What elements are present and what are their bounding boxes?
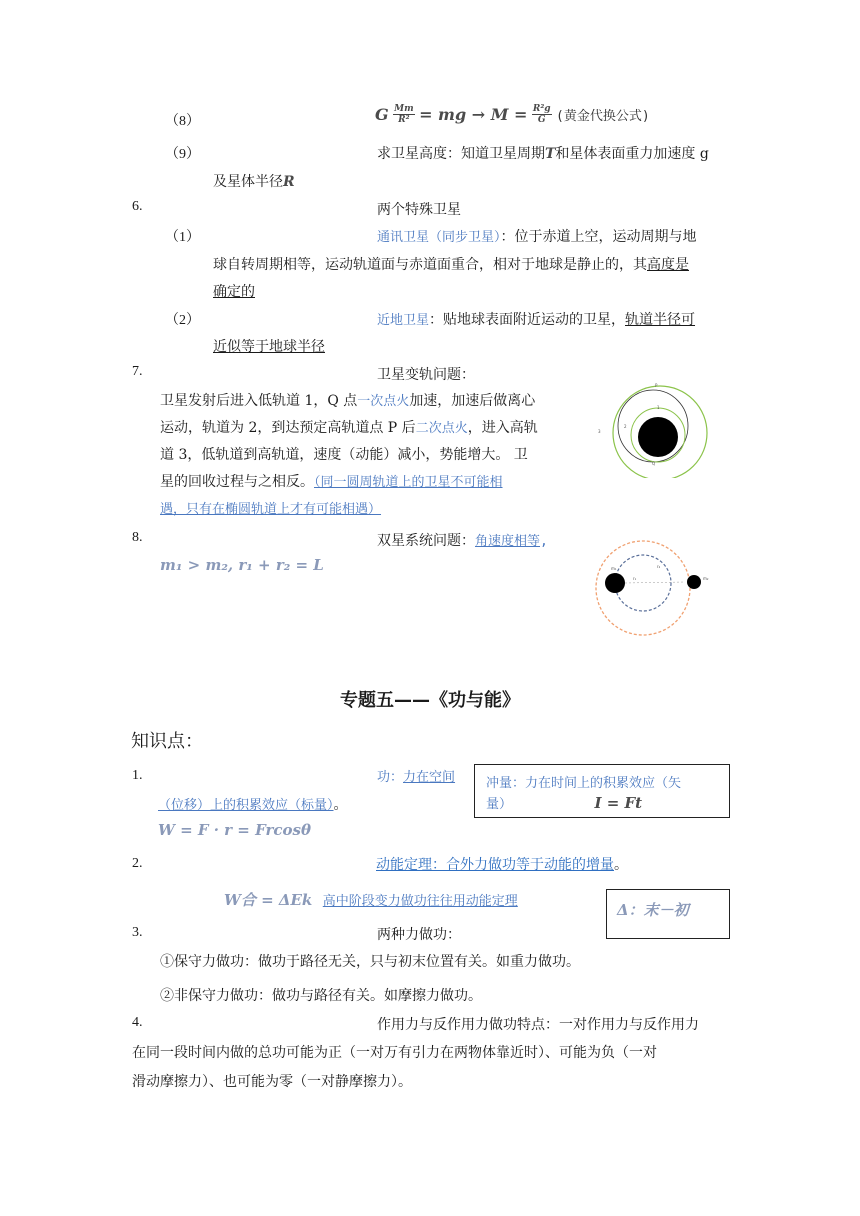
item-9-text-a: 求卫星高度：知道卫星周期 — [377, 146, 545, 162]
item-9-line1 — [377, 143, 709, 163]
work-label: 功： — [377, 770, 404, 785]
kinetic-energy-formula: W合 = ΔEk — [224, 891, 313, 909]
point-4-line3: 滑动摩擦力）、也可能为零（一对静摩擦力）。 — [132, 1074, 412, 1090]
work-def-part2: （位移）上的积累效应（标量） — [158, 798, 334, 813]
fraction-r2g-g — [532, 104, 552, 125]
section-8-title: 双星系统问题： — [377, 533, 475, 549]
item-6-2-line1 — [377, 309, 695, 329]
golden-substitution-formula — [375, 104, 650, 134]
section-7-line1 — [160, 390, 535, 410]
formula-g: G — [375, 105, 389, 124]
section-6-title: 两个特殊卫星 — [377, 202, 461, 218]
section-7-line3: 道 3，低轨道到高轨道，速度（动能）减小，势能增大。 卫 — [160, 447, 528, 463]
item-6-1-line3: 确定的 — [213, 284, 255, 300]
point-4-line2: 在同一段时间内做的总功可能为正（一对万有引力在两物体靠近时）、可能为负（一对 — [132, 1045, 657, 1061]
section-7-title: 卫星变轨问题： — [377, 367, 475, 383]
s7-l2a: 运动，轨道为 2，到达预定高轨道点 P 后 — [160, 420, 416, 436]
star-m1 — [605, 573, 625, 593]
label-m2: m₂ — [703, 576, 709, 581]
fraction-denominator: R² — [398, 115, 410, 125]
item-8-number: （8） — [165, 114, 200, 129]
section-6-number: 6. — [132, 199, 143, 214]
item-6-1-line2-text: 球自转周期相等，运动轨道面与赤道面重合，相对于地球是静止的，其 — [213, 257, 647, 273]
kinetic-energy-theorem: 动能定理：合外力做功等于动能的增量 — [376, 857, 614, 873]
impulse-box — [474, 764, 730, 818]
point-1-line1 — [377, 766, 455, 785]
fraction-mm-r2 — [393, 104, 415, 125]
s7-l2c: ，进入高轨 — [467, 420, 538, 436]
point-3-title: 两种力做功： — [377, 927, 461, 943]
item-9-text-b: 和星体表面重力加速度 g — [555, 146, 709, 162]
s7-note-a: （同一圆周轨道上的卫星不可能相 — [314, 475, 503, 490]
same-angular-velocity: 角速度相等 — [475, 534, 541, 549]
label-2: 2 — [624, 424, 627, 429]
orbit-transfer-diagram — [590, 378, 715, 478]
work-def-part1: 力在空间 — [403, 770, 456, 785]
label-m1: m₁ — [611, 566, 617, 571]
second-ignition: 二次点火 — [415, 421, 468, 436]
s7-l4a: 星的回收过程与之相反。 — [160, 474, 314, 490]
star-m2 — [687, 575, 701, 589]
item-9-line2 — [213, 171, 295, 191]
fraction-numerator: Mm — [394, 104, 414, 114]
item-6-1-underlined: 高度是 — [647, 257, 689, 273]
item-6-1-line2 — [213, 254, 689, 274]
item-9-number: （9） — [165, 147, 200, 162]
first-ignition: 一次点火 — [357, 394, 410, 409]
fraction-denominator: G — [537, 115, 546, 125]
binary-star-formula: m₁ > m₂, r₁ + r₂ = L — [160, 556, 324, 574]
sync-satellite-label: 通讯卫星（同步卫星） — [377, 230, 501, 245]
impulse-formula: I = Ft — [594, 794, 643, 812]
work-formula: W = F · r = Frcosθ — [158, 821, 311, 839]
point-2-line — [376, 854, 628, 874]
binary-star-diagram — [595, 538, 720, 638]
point-2-number: 2. — [132, 856, 143, 871]
point-4-number: 4. — [132, 1015, 143, 1030]
item-9-text-c: 及星体半径 — [213, 174, 283, 190]
section-8-title-line — [377, 530, 548, 550]
point-3-number: 3. — [132, 925, 143, 940]
golden-formula-note: (黄金代换公式) — [556, 109, 650, 124]
s7-l1a: 卫星发射后进入低轨道 1，Q 点 — [160, 393, 358, 409]
label-3: 3 — [598, 429, 601, 434]
label-1: 1 — [657, 405, 660, 410]
item-6-1-number: （1） — [165, 230, 200, 245]
section-7-line5: 遇，只有在椭圆轨道上才有可能相遇） — [160, 502, 382, 517]
near-earth-satellite-label: 近地卫星 — [377, 313, 430, 328]
planet — [638, 417, 678, 457]
point-4-line1: 作用力与反作用力做功特点：一对作用力与反作用力 — [377, 1017, 699, 1033]
item-6-2-text: ：贴地球表面附近运动的卫星， — [429, 312, 626, 328]
nonconservative-force-work: ②非保守力做功：做功与路径有关。如摩擦力做功。 — [160, 988, 482, 1004]
impulse-vector-label: 量） — [486, 797, 513, 812]
knowledge-points-heading: 知识点： — [131, 731, 203, 752]
section-8-number: 8. — [132, 530, 143, 545]
section-7-line2 — [160, 417, 538, 437]
label-p: P — [655, 383, 658, 388]
item-6-1-line1 — [377, 226, 697, 246]
point-1-line2 — [158, 794, 348, 814]
connecting-line — [625, 582, 685, 583]
label-r2: r₂ — [657, 564, 661, 569]
topic-title: 专题五——《功与能》 — [340, 690, 520, 711]
item-6-2-underlined: 轨道半径可 — [625, 312, 696, 328]
section-7-line4 — [160, 471, 503, 491]
label-r1: r₁ — [633, 576, 637, 581]
point-1-number: 1. — [132, 768, 143, 783]
conservative-force-work: ①保守力做功：做功于路径无关，只与初末位置有关。如重力做功。 — [160, 954, 580, 970]
point-2-formula-line — [224, 889, 518, 910]
formula-middle: = mg → M = — [419, 105, 528, 124]
section-7-number: 7. — [132, 364, 143, 379]
s7-l1c: 加速，加速后做离心 — [409, 393, 536, 409]
item-6-2-number: （2） — [165, 313, 200, 328]
point-2-period: 。 — [614, 857, 628, 873]
fraction-numerator: R²g — [532, 104, 551, 114]
delta-box — [606, 889, 730, 939]
period-symbol: T — [545, 146, 556, 162]
s8-comma: , — [540, 534, 548, 549]
label-q: Q — [652, 461, 656, 466]
item-6-2-line2: 近似等于地球半径 — [213, 339, 325, 355]
point-1-period: 。 — [333, 797, 348, 813]
variable-force-note: 高中阶段变力做功往往用动能定理 — [322, 894, 518, 909]
radius-symbol: R — [283, 174, 295, 190]
item-6-1-text: ：位于赤道上空，运动周期与地 — [500, 229, 697, 245]
delta-definition: Δ：末－初 — [617, 901, 689, 919]
impulse-def-line1: 冲量：力在时间上的积累效应（矢 — [486, 776, 682, 791]
impulse-def-line2 — [486, 793, 642, 812]
